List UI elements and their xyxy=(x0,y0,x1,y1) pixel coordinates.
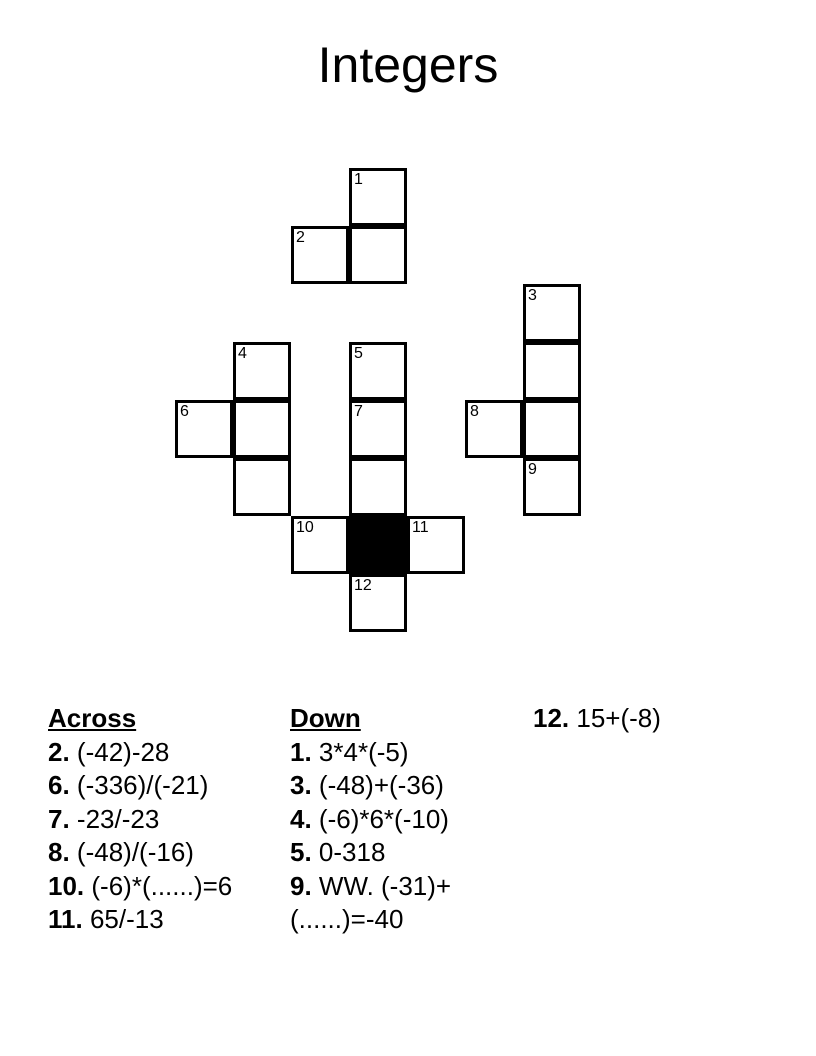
clue xyxy=(48,736,278,770)
clue xyxy=(290,803,520,837)
clue-number: 9. xyxy=(290,870,312,901)
clue xyxy=(48,836,278,870)
clue xyxy=(290,769,520,803)
cell-number: 3 xyxy=(528,287,537,304)
grid-cell[interactable] xyxy=(233,400,291,458)
down-clues xyxy=(290,702,520,937)
down-clues-continued xyxy=(533,702,783,736)
clue-number: 8. xyxy=(48,837,70,867)
clue xyxy=(48,903,278,937)
grid-cell[interactable] xyxy=(291,516,349,574)
across-heading: Across xyxy=(48,703,137,733)
cell-number: 6 xyxy=(180,403,189,420)
grid-cell[interactable] xyxy=(349,458,407,516)
clue xyxy=(533,702,783,736)
black-cell xyxy=(349,516,407,574)
clue xyxy=(290,836,520,870)
grid-cell[interactable] xyxy=(465,400,523,458)
grid-cell[interactable] xyxy=(349,226,407,284)
clue-text: (-6)*(......)=6 xyxy=(91,870,233,901)
clue-number: 1. xyxy=(290,736,312,767)
grid-cell[interactable] xyxy=(349,168,407,226)
page-title: Integers xyxy=(317,37,499,93)
clue-text: (-6)*6*(-10) xyxy=(318,803,449,834)
clue-text: (-336)/(-21) xyxy=(76,770,209,800)
cell-number: 9 xyxy=(528,461,537,478)
clue xyxy=(48,769,278,803)
cell-number: 2 xyxy=(296,229,305,246)
cell-number: 4 xyxy=(238,345,247,362)
clue-number: 2. xyxy=(48,736,70,767)
clue-number: 11. xyxy=(48,904,83,934)
clue xyxy=(48,803,278,837)
clue-text: 0-318 xyxy=(318,837,386,867)
clue-number: 5. xyxy=(290,837,312,867)
clue-text: 3*4*(-5) xyxy=(318,736,409,767)
clue-number: 4. xyxy=(290,803,312,834)
grid-cell[interactable] xyxy=(523,342,581,400)
clue-text: 65/-13 xyxy=(89,904,164,934)
grid-cell[interactable] xyxy=(233,342,291,400)
clue-text: WW. (-31)+(......)=-40 xyxy=(290,870,452,934)
clue-text: (-48)/(-16) xyxy=(76,837,194,867)
cell-number: 5 xyxy=(354,345,363,362)
grid-cell[interactable] xyxy=(407,516,465,574)
clue-text: -23/-23 xyxy=(76,803,160,834)
grid-cell[interactable] xyxy=(349,400,407,458)
grid-cell[interactable] xyxy=(233,458,291,516)
down-heading: Down xyxy=(290,703,361,733)
grid-cell[interactable] xyxy=(291,226,349,284)
clue xyxy=(290,870,520,937)
clue-number: 6. xyxy=(48,770,70,800)
clue-text: (-48)+(-36) xyxy=(318,770,444,800)
clue-number: 12. xyxy=(533,703,570,733)
grid-cell[interactable] xyxy=(349,574,407,632)
cell-number: 10 xyxy=(296,519,314,536)
cell-number: 7 xyxy=(354,403,363,420)
clue-number: 7. xyxy=(48,803,70,834)
grid-cell[interactable] xyxy=(349,342,407,400)
clue-number: 3. xyxy=(290,770,312,800)
grid-cell[interactable] xyxy=(523,284,581,342)
clue xyxy=(48,870,278,904)
clue-text: 15+(-8) xyxy=(576,703,661,733)
across-clues xyxy=(48,702,278,937)
clue-number: 10. xyxy=(48,870,85,901)
cell-number: 11 xyxy=(412,519,429,536)
clue-text: (-42)-28 xyxy=(76,736,170,767)
cell-number: 12 xyxy=(354,577,372,594)
grid-cell[interactable] xyxy=(523,400,581,458)
clue xyxy=(290,736,520,770)
grid-cell[interactable] xyxy=(523,458,581,516)
cell-number: 8 xyxy=(470,403,479,420)
grid-cell[interactable] xyxy=(175,400,233,458)
cell-number: 1 xyxy=(354,171,363,188)
